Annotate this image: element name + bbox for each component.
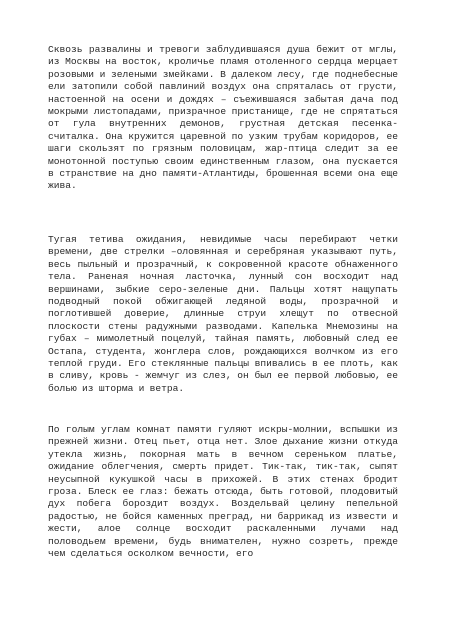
paragraph-1: Сквозь развалины и тревоги заблудившаяся душа бежит от мглы, из Москвы на восток, кроличье пламя отоленного сердца мерцает розовыми и зелеными змейками. В далеком лесу, где поднебесные ели затопили собой павлиний воздух она спряталась от грусти, настоенной на осени и дождях – съежившаяся забытая дача под мокрыми листопадами, призрачное пристанище, где не спрятаться от гула внутренних демонов, грустная детская песенка-считалка. Она кружится царевной по узким трубам коридоров, ее шаги скользят по грязным половицам, жар-птица следит за ее монотонной поступью своим единственным глазом, она пускается в странствие на дно памяти-Атлантиды, брошенная всеми она еще жива. <box>48 44 398 192</box>
paragraph-3: По голым углам комнат памяти гуляют искры-молнии, вспышки из прежней жизни. Отец пьет, отца нет. Злое дыхание жизни откуда утекла жизнь, покорная мать в вечном сереньком платье, ожидание облегчения, смерть придет. Тик-так, тик-так, сыпят неусыпной кукушкой часы в прихожей. В этих стенах бродит гроза. Блеск ее глаз: бежать отсюда, быть готовой, плодовитый дух побега бороздит воздух. Воздельвай целину пепельной радостью, не бойся каменных преград, ни баррикад из извести и жести, алое солнце восходит раскаленными лучами над половодьем времени, будь внимателен, нужно созреть, прежде чем сделаться осколком вечности, его <box>48 424 398 560</box>
paragraph-2: Тугая тетива ожидания, невидимые часы перебирают четки времени, две стрелки –оловянная и серебряная указывают путь, весь пыльный и прозрачный, к сокровенной красоте обнаженного тела. Раненая ночная ласточка, лунный сон восходит над вершинами, зыбкие серо-зеленые дни. Пальцы хотят нащупать подводный покой обжигающей ледяной воды, прозрачной и поглотившей доверие, длинные струи хлещут по отвесной плоскости стены радужными разводами. Капелька Мнемозины на губах – мимолетный поцелуй, тайная память, любовный след ее Остапа, студента, жонглера слов, рождающихся волчком из его теплой груди. Его стеклянные пальцы впивались в ее плоть, как в сливу, кровь - жемчуг из слез, он был ее первой любовью, ее болью из шторма и ветра. <box>48 234 398 394</box>
